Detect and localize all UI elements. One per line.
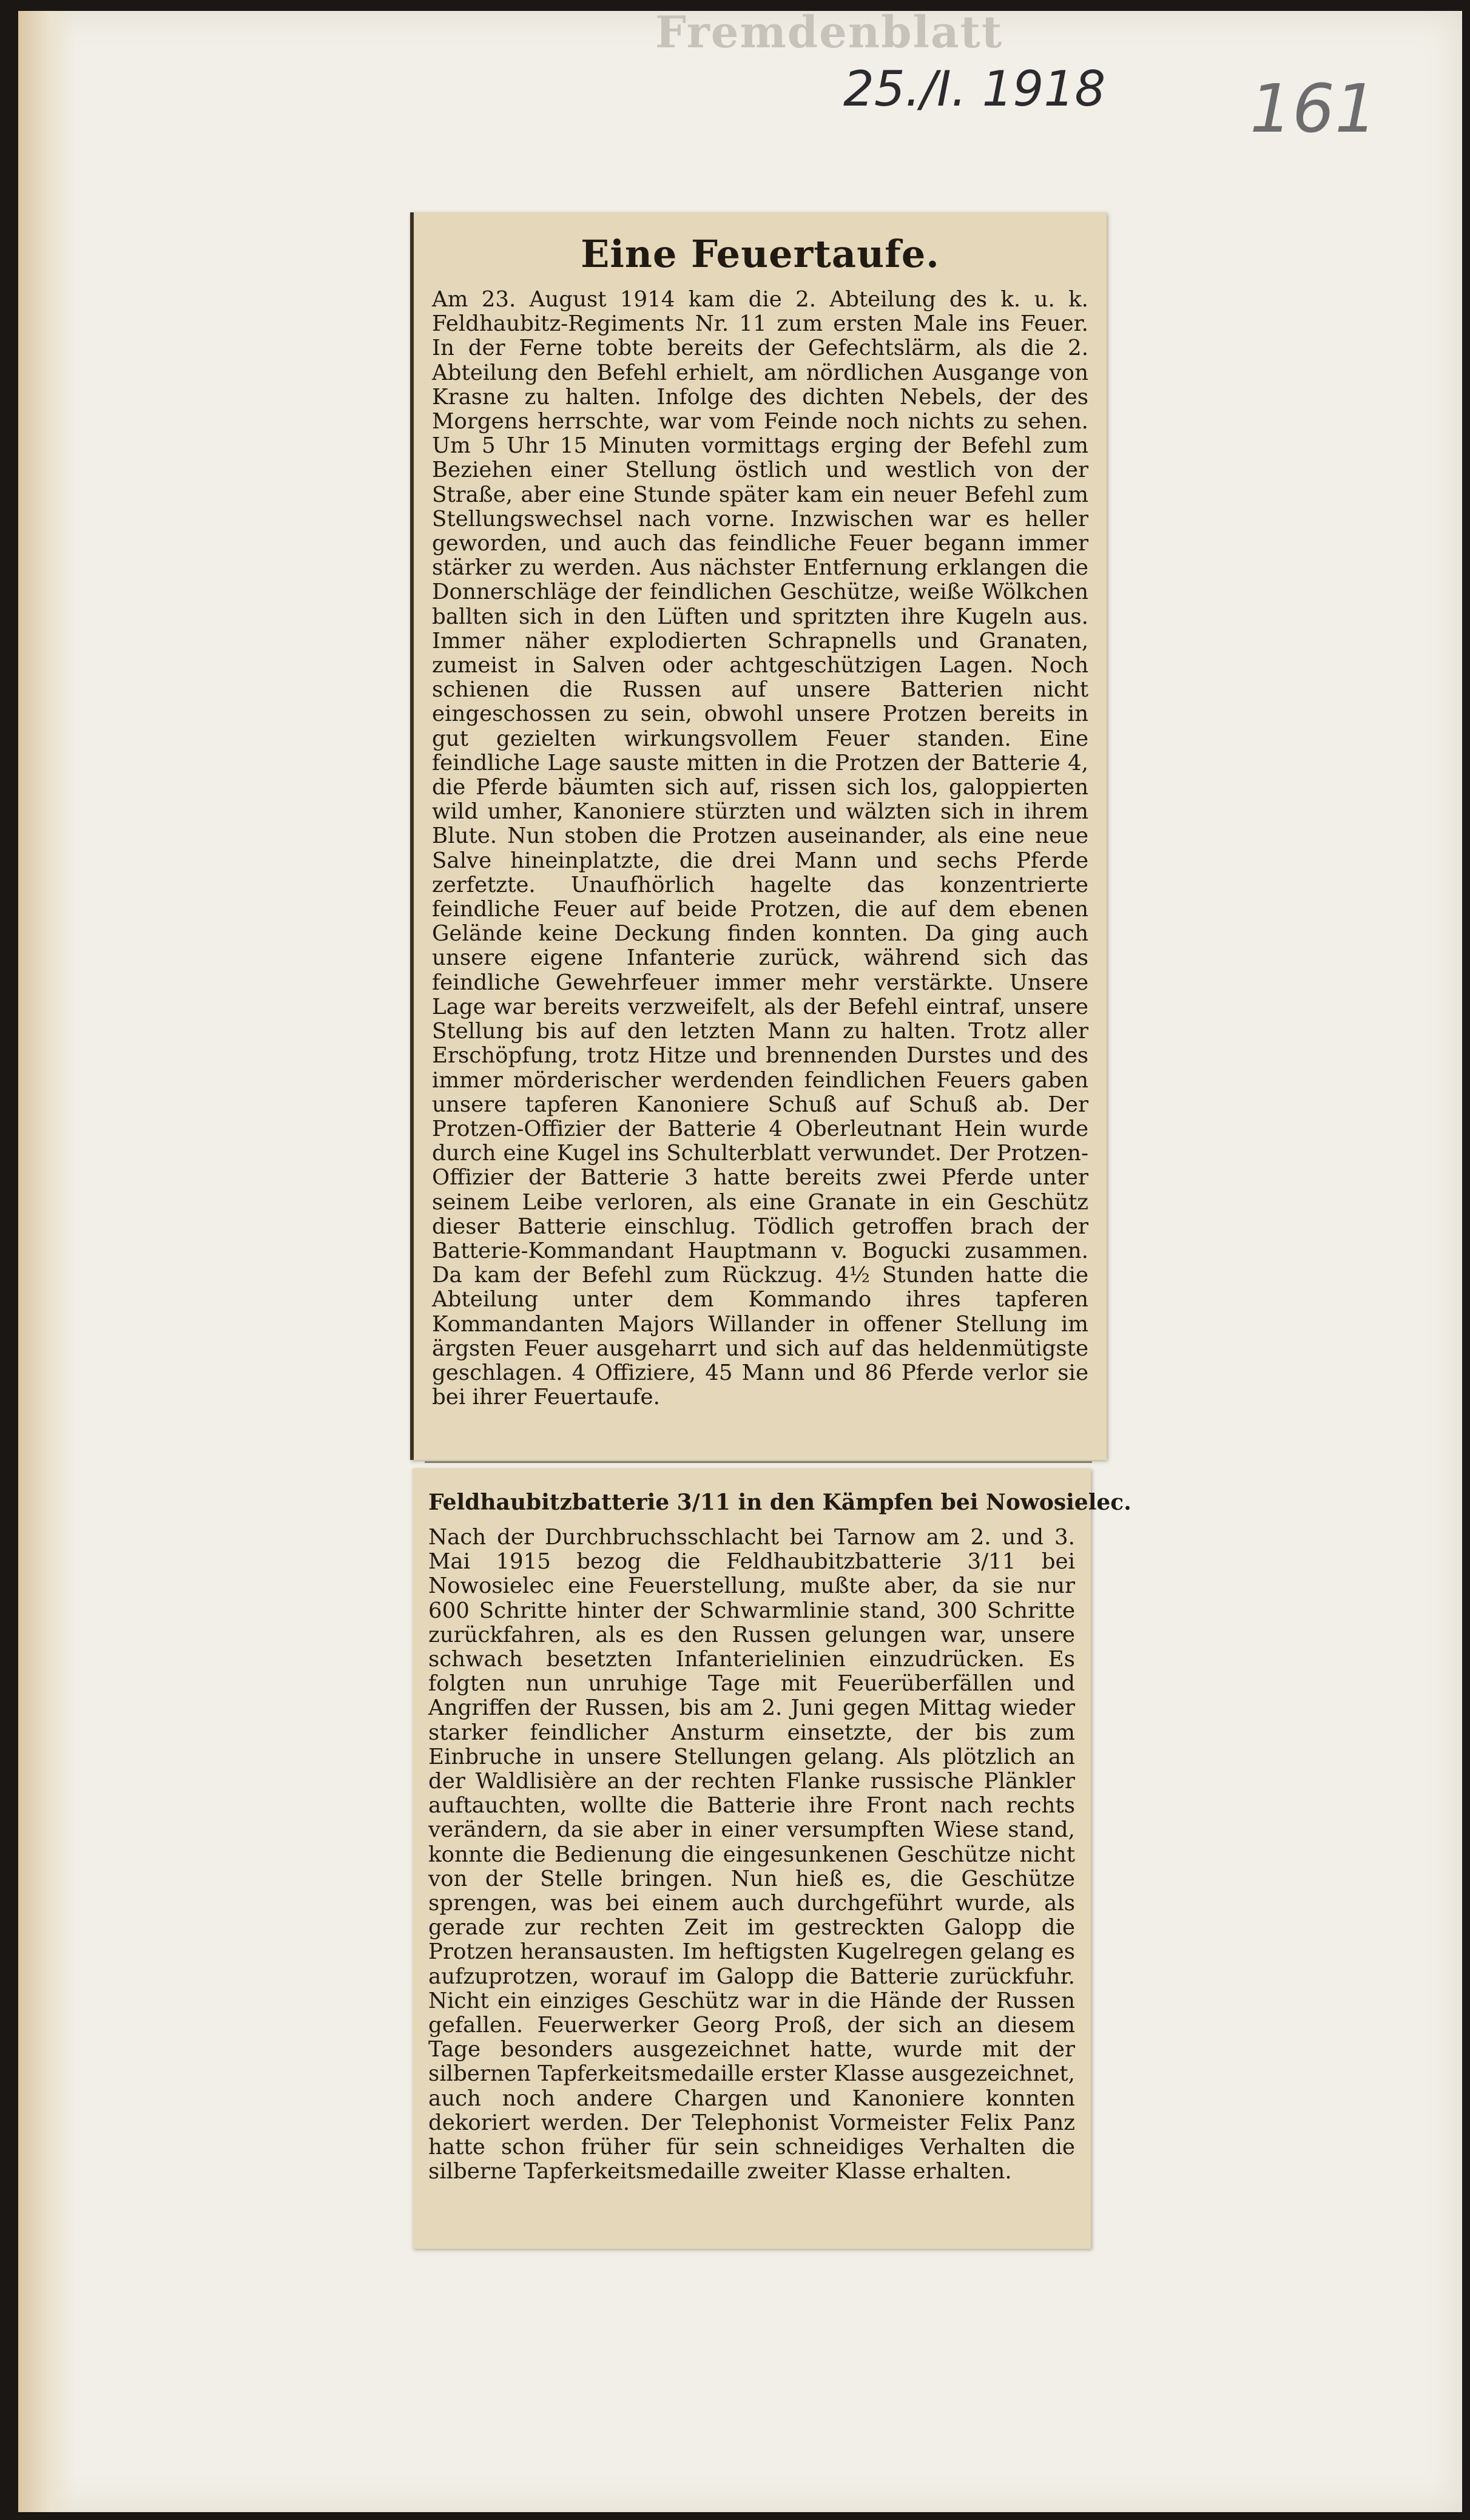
- clipping-headline: Feldhaubitzbatterie 3/11 in den Kämpfen bei Nowosielec.: [428, 1490, 1131, 1515]
- clipping-body: Nach der Durchbruchsschlacht bei Tarnow am 2. und 3. Mai 1915 bezog die Feldhaubitzbatterie 3/11 bei Nowosielec eine Feuerstellung, mußte aber, da sie nur 600 Schritte hinter der Schwarmlinie stand, 300 Schritte zurückfahren, als es den Russen gelungen war, unsere schwach besetzten Infanterielinien einzudrücken. Es folgten nun unruhige Tage mit Feuerüberfällen und Angriffen der Russen, bis am 2. Juni gegen Mittag wieder starker feindlicher Ansturm einsetzte, der bis zum Einbruche in unsere Stellungen gelang. Als plötzlich an der Waldlisière an der rechten Flanke russische Plänkler auftauchten, wollte die Batterie ihre Front nach rechts verändern, da sie aber in einer versumpften Wiese stand, konnte die Bedienung die eingesunkenen Geschütze nicht von der Stelle bringen. Nun hieß es, die Geschütze sprengen, was bei einem auch durchgeführt wurde, als gerade zur rechten Zeit im gestreckten Galopp die Protzen heransausten. Im heftigsten Kugelregen gelang es aufzuprotzen, worauf im Galopp die Batterie zurückfuhr. Nicht ein einziges Geschütz war in die Hände der Russen gefallen. Feuerwerker Georg Proß, der sich an diesem Tage besonders ausgezeichnet hatte, wurde mit der silbernen Tapferkeitsmedaille erster Klasse ausgezeichnet, auch noch andere Chargen und Kanoniere konnten dekoriert werden. Der Telephonist Vormeister Felix Panz hatte schon früher für sein schneidiges Verhalten die silberne Tapferkeitsmedaille zweiter Klasse erhalten.: [428, 1525, 1075, 2184]
- newspaper-stamp: Fremdenblatt: [655, 6, 1003, 58]
- page-edge-shadow: [18, 11, 76, 2512]
- handwritten-page-number: 161: [1250, 70, 1377, 147]
- clipping-divider: [425, 1461, 1092, 1463]
- clipping-body: Am 23. August 1914 kam die 2. Abteilung des k. u. k. Feldhaubitz-Regiments Nr. 11 zum ersten Male ins Feuer. In der Ferne tobte bereits der Gefechtslärm, als die 2. Abteilung den Befehl erhielt, am nördlichen Ausgange von Krasne zu halten. Infolge des dichten Nebels, der des Morgens herrschte, war vom Feinde noch nichts zu sehen. Um 5 Uhr 15 Minuten vormittags erging der Befehl zum Beziehen einer Stellung östlich und westlich von der Straße, aber eine Stunde später kam ein neuer Befehl zum Stellungswechsel nach vorne. Inzwischen war es heller geworden, und auch das feindliche Feuer begann immer stärker zu werden. Aus nächster Entfernung erklangen die Donnerschläge der feindlichen Geschütze, weiße Wölkchen ballten sich in den Lüften und spritzten ihre Kugeln aus. Immer näher explodierten Schrapnells und Granaten, zumeist in Salven oder achtgeschützigen Lagen. Noch schienen die Russen auf unsere Batterien nicht eingeschossen zu sein, obwohl unsere Protzen bereits in gut gezielten wirkungsvollem Feuer standen. Eine feindliche Lage sauste mitten in die Protzen der Batterie 4, die Pferde bäumten sich auf, rissen sich los, galoppierten wild umher, Kanoniere stürzten und wälzten sich in ihrem Blute. Nun stoben die Protzen auseinander, als eine neue Salve hineinplatzte, die drei Mann und sechs Pferde zerfetzte. Unaufhörlich hagelte das konzentrierte feindliche Feuer auf beide Protzen, die auf dem ebenen Gelände keine Deckung finden konnten. Da ging auch unsere eigene Infanterie zurück, während sich das feindliche Gewehrfeuer immer mehr verstärkte. Unsere Lage war bereits verzweifelt, als der Befehl eintraf, unsere Stellung bis auf den letzten Mann zu halten. Trotz aller Erschöpfung, trotz Hitze und brennenden Durstes und des immer mörderischer werdenden feindlichen Feuers gaben unsere tapferen Kanoniere Schuß auf Schuß ab. Der Protzen-Offizier der Batterie 4 Oberleutnant Hein wurde durch eine Kugel ins Schulterblatt verwundet. Der Protzen-Offizier der Batterie 3 hatte bereits zwei Pferde unter seinem Leibe verloren, als eine Granate in ein Geschütz dieser Batterie einschlug. Tödlich getroffen brach der Batterie-Kommandant Hauptmann v. Bogucki zusammen. Da kam der Befehl zum Rückzug. 4½ Stunden hatte die Abteilung unter dem Kommando ihres tapferen Kommandanten Majors Willander in offener Stellung im ärgsten Feuer ausgeharrt und sich auf das heldenmütigste geschlagen. 4 Offiziere, 45 Mann und 86 Pferde verlor sie bei ihrer Feuertaufe.: [432, 287, 1088, 1410]
- newspaper-clipping-feuertaufe: [410, 212, 1107, 1460]
- clipping-title: Eine Feuertaufe.: [581, 232, 940, 276]
- newspaper-clipping-nowosielec: [413, 1468, 1131, 2249]
- handwritten-date: 25./I. 1918: [843, 61, 1106, 117]
